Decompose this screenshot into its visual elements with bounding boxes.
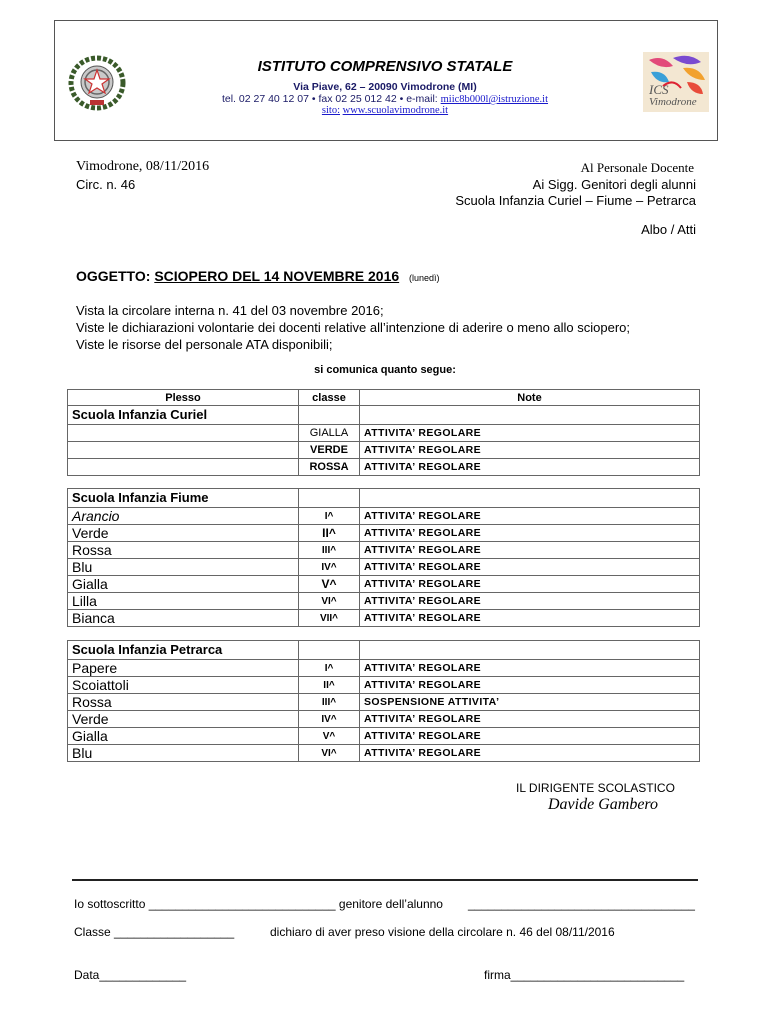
note-cell: ATTIVITA’ REGOLARE [360,525,700,542]
note-cell: ATTIVITA’ REGOLARE [360,745,700,762]
recipient-staff: Al Personale Docente [580,160,694,175]
body-line: Viste le dichiarazioni volontarie dei docenti relative all’intenzione di aderire o meno allo sciopero; [76,320,631,335]
note-cell: ATTIVITA’ REGOLARE [360,660,700,677]
section-cell: Blu [68,745,299,762]
school-row-petrarca [68,641,700,660]
table-row [68,542,700,559]
section-cell: Rossa [68,542,299,559]
section-cell: Gialla [68,576,299,593]
classe-cell: VI^ [299,745,360,762]
header-plesso: Plesso [68,390,299,406]
section-cell: Blu [68,559,299,576]
note-cell: ATTIVITA’ REGOLARE [360,459,700,476]
classe-cell: V^ [299,728,360,745]
contacts-text: tel. 02 27 40 12 07 • fax 02 25 012 42 • e-mail: [221,93,438,105]
note-cell: ATTIVITA’ REGOLARE [360,593,700,610]
classe-cell: II^ [299,677,360,694]
announcement-heading: si comunica quanto segue: [314,364,456,376]
note-cell: ATTIVITA’ REGOLARE [360,442,700,459]
table-row [68,711,700,728]
classe-cell: GIALLA [299,425,360,442]
section-cell: Scoiattoli [68,677,299,694]
email-link[interactable]: miic8b000l@istruzione.it [440,94,549,105]
classe-cell: V^ [299,576,360,593]
body-line: Vista la circolare interna n. 41 del 03 novembre 2016; [76,303,384,318]
table-row [68,593,700,610]
place-date: Vimodrone, 08/11/2016 [76,159,210,174]
signature-role: IL DIRIGENTE SCOLASTICO [516,781,675,795]
note-cell: ATTIVITA’ REGOLARE [360,508,700,525]
school-row-fiume [68,489,700,508]
school-address: Via Piave, 62 – 20090 Vimodrone (MI) [293,81,477,93]
classe-cell: VII^ [299,610,360,627]
table-row [68,576,700,593]
note-cell: ATTIVITA’ REGOLARE [360,576,700,593]
header-note: Note [360,390,700,406]
classe-cell: II^ [299,525,360,542]
note-cell: ATTIVITA’ REGOLARE [360,728,700,745]
school-name: Scuola Infanzia Curiel [72,407,208,422]
table-row [68,559,700,576]
note-cell: ATTIVITA’ REGOLARE [360,542,700,559]
section-cell: Bianca [68,610,299,627]
school-title: ISTITUTO COMPRENSIVO STATALE [257,58,513,75]
footer-date-line: Data_____________ [74,968,187,982]
table-row [68,442,700,459]
table-row [68,425,700,442]
spacer-row [68,476,700,489]
circular-number: Circ. n. 46 [76,177,136,192]
section-cell: Gialla [68,728,299,745]
recipient-schools: Scuola Infanzia Curiel – Fiume – Petrarca [455,193,696,208]
classe-cell: VERDE [299,442,360,459]
note-cell: ATTIVITA’ REGOLARE [360,559,700,576]
table-row [68,459,700,476]
section-cell: Lilla [68,593,299,610]
body-line: Viste le risorse del personale ATA disponibili; [76,337,333,352]
footer-parent-line: Io sottoscritto ____________________________ genitore dell’alunno [74,897,443,911]
classe-cell: IV^ [299,711,360,728]
footer-student-line: __________________________________ [468,897,695,911]
note-cell: ATTIVITA’ REGOLARE [360,677,700,694]
subject-text: SCIOPERO DEL 14 NOVEMBRE 2016 [154,268,400,284]
section-cell: Papere [68,660,299,677]
note-cell: SOSPENSIONE ATTIVITA’ [360,694,700,711]
recipient-parents: Ai Sigg. Genitori degli alunni [532,177,696,192]
section-cell: Rossa [68,694,299,711]
subject-day: (lunedì) [409,273,440,283]
school-name: Scuola Infanzia Fiume [72,490,209,505]
subject-label: OGGETTO: [76,268,151,284]
classe-cell: I^ [299,660,360,677]
signature-name: Davide Gambero [548,796,659,813]
table-row [68,508,700,525]
footer-class-line: Classe __________________ [74,925,235,939]
footer-acknowledge-line: dichiaro di aver preso visione della circolare n. 46 del 08/11/2016 [270,925,615,939]
logo-text-vimodrone: Vimodrone [649,96,697,108]
spacer-row [68,627,700,641]
site-prefix: sito: [321,105,340,116]
table-row [68,728,700,745]
subject-line [76,268,440,284]
classe-cell: ROSSA [299,459,360,476]
school-name: Scuola Infanzia Petrarca [72,642,223,657]
note-cell: ATTIVITA’ REGOLARE [360,425,700,442]
table-row [68,694,700,711]
classe-cell: I^ [299,508,360,525]
section-cell: Arancio [68,508,299,525]
classe-cell: III^ [299,694,360,711]
table-row [68,745,700,762]
table-header-row [68,390,700,406]
section-cell: Verde [68,525,299,542]
school-row-curiel [68,406,700,425]
table-row [68,660,700,677]
classe-cell: IV^ [299,559,360,576]
logo-text-ics: ICS [649,82,669,97]
tear-off-divider [72,879,698,881]
table-row [68,525,700,542]
body-paragraph [76,302,630,353]
footer-signature-line: firma__________________________ [484,968,685,982]
note-cell: ATTIVITA’ REGOLARE [360,610,700,627]
strike-plan-table [67,389,700,762]
website-link[interactable]: www.scuolavimodrone.it [342,105,449,116]
classe-cell: III^ [299,542,360,559]
albo-atti: Albo / Atti [641,222,696,237]
school-logo [643,52,709,112]
header-classe: classe [299,390,360,406]
note-cell: ATTIVITA’ REGOLARE [360,711,700,728]
classe-cell: VI^ [299,593,360,610]
table-row [68,677,700,694]
table-row [68,610,700,627]
section-cell: Verde [68,711,299,728]
